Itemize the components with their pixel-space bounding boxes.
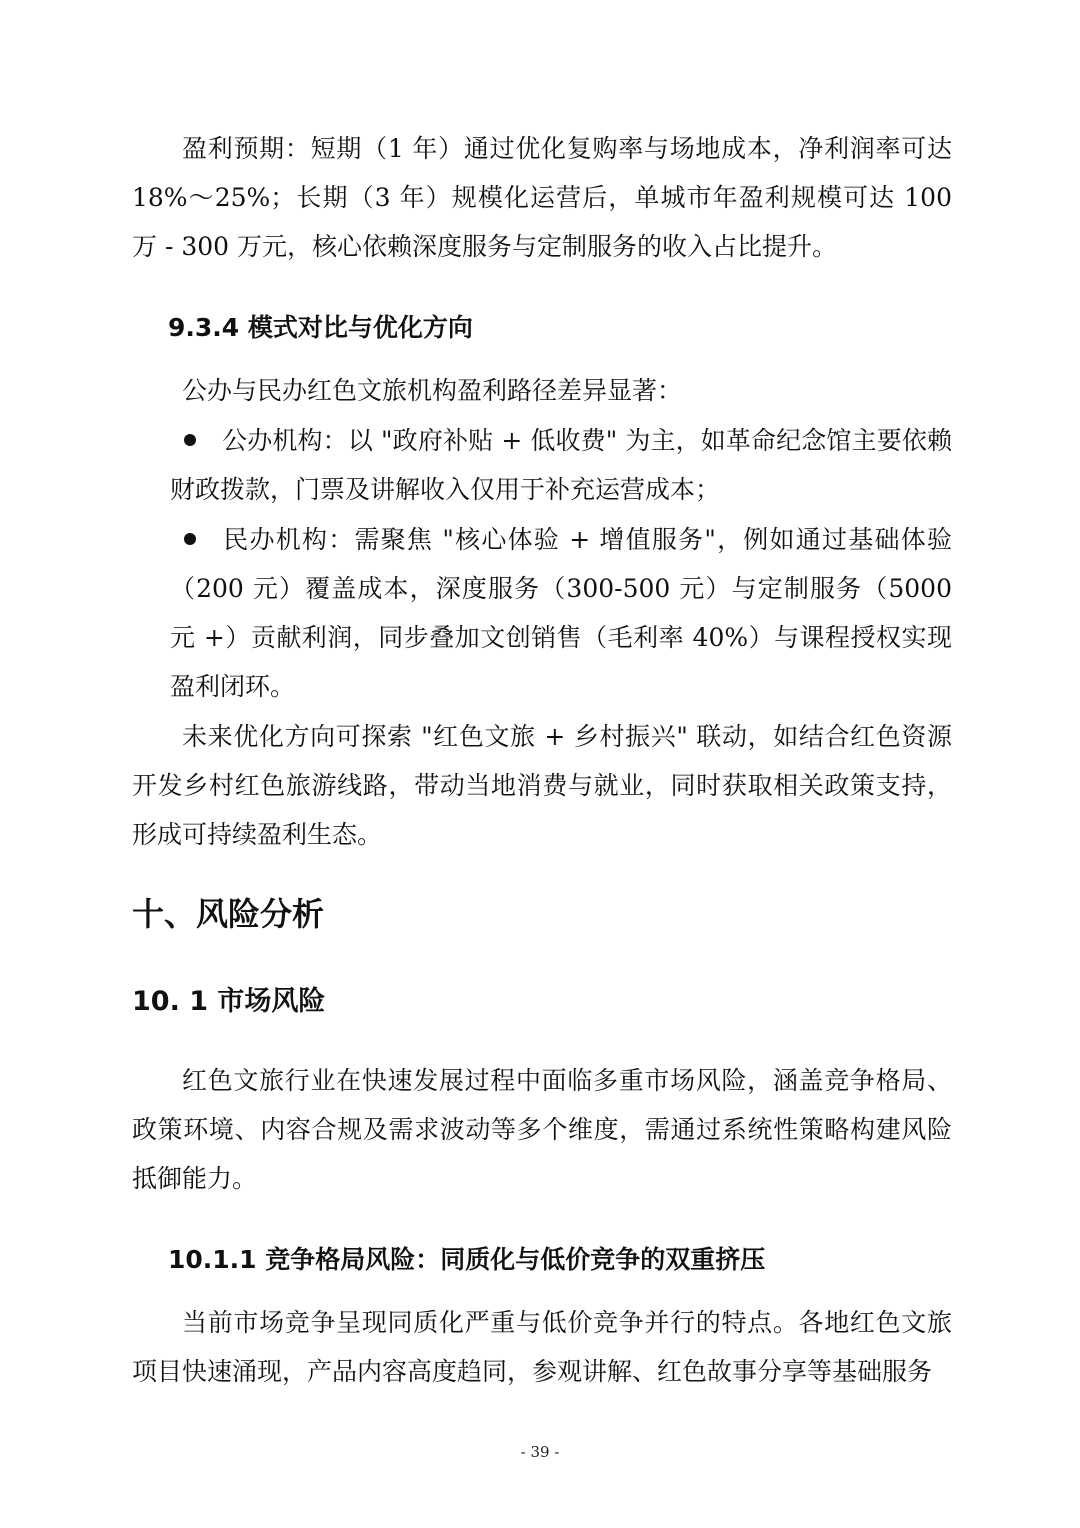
heading-10-1-1: 10.1.1 竞争格局风险：同质化与低价竞争的双重挤压 [168,1245,766,1274]
bullet-item-public [170,416,952,514]
bullet-dot-icon [184,533,196,545]
paragraph-market-risk-intro: 红色文旅行业在快速发展过程中面临多重市场风险，涵盖竞争格局、政策环境、内容合规及需求波动等多个维度，需通过系统性策略构建风险抵御能力。 [132,1066,952,1193]
bullet-item-private [170,515,952,711]
heading-chapter-ten: 十、风险分析 [132,895,325,933]
bullet-text-public: 公办机构：以 "政府补贴 + 低收费" 为主，如革命纪念馆主要依赖财政拨款，门票及讲解收入仅用于补充运营成本； [170,426,952,504]
paragraph-profit-forecast: 盈利预期：短期（1 年）通过优化复购率与场地成本，净利润率可达 18%～25%；长期（3 年）规模化运营后，单城市年盈利规模可达 100 万 - 300 万元，核心依赖深度服务与定制服务的收入占比提升。 [132,134,952,261]
paragraph-comparison-intro: 公办与民办红色文旅机构盈利路径差异显著： [182,376,683,405]
paragraph-future-direction: 未来优化方向可探索 "红色文旅 + 乡村振兴" 联动，如结合红色资源开发乡村红色旅游线路，带动当地消费与就业，同时获取相关政策支持，形成可持续盈利生态。 [132,722,952,849]
heading-9-3-4: 9.3.4 模式对比与优化方向 [168,313,473,342]
heading-10-1: 10. 1 市场风险 [132,986,326,1017]
paragraph-competition: 当前市场竞争呈现同质化严重与低价竞争并行的特点。各地红色文旅项目快速涌现，产品内容高度趋同，参观讲解、红色故事分享等基础服务 [132,1308,952,1386]
bullet-dot-icon [184,434,196,446]
bullet-text-private: 民办机构：需聚焦 "核心体验 + 增值服务"，例如通过基础体验（200 元）覆盖成本，深度服务（300-500 元）与定制服务（5000 元 +）贡献利润，同步叠加文创销售（毛利率 40%）与课程授权实现盈利闭环。 [170,525,952,701]
page-number: - 39 - [520,1443,560,1461]
